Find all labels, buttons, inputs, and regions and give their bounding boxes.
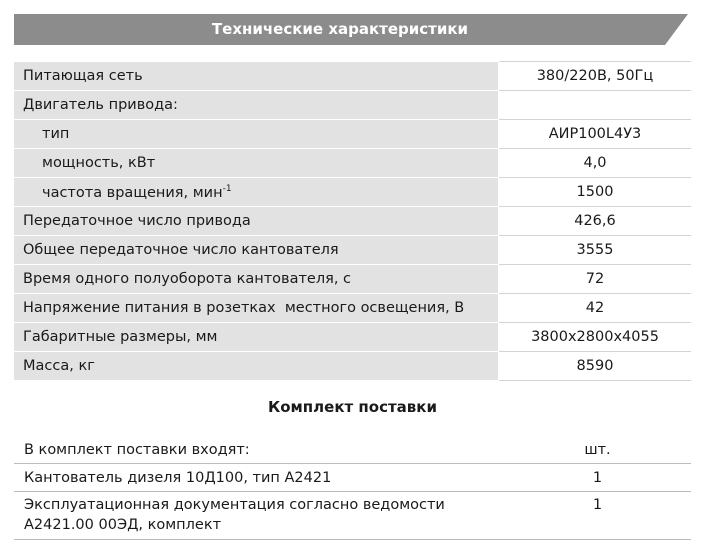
spec-value: 8590 bbox=[499, 352, 692, 381]
spec-value: 380/220В, 50Гц bbox=[499, 62, 692, 91]
section-title: Технические характеристики bbox=[211, 20, 469, 38]
spec-value: 1500 bbox=[499, 178, 692, 207]
spec-label: Двигатель привода: bbox=[14, 91, 499, 120]
spec-label: Передаточное число привода bbox=[14, 207, 499, 236]
kit-section-title: Комплект поставки bbox=[267, 398, 437, 416]
spec-label: Габаритные размеры, мм bbox=[14, 323, 499, 352]
kit-header-qty: шт. bbox=[504, 435, 691, 463]
spec-value: 3800х2800х4055 bbox=[499, 323, 692, 352]
spec-value: 426,6 bbox=[499, 207, 692, 236]
table-row bbox=[14, 91, 691, 120]
unit-exponent: -1 bbox=[222, 183, 232, 194]
table-row bbox=[14, 491, 691, 539]
kit-header-label: В комплект поставки входят: bbox=[14, 435, 504, 463]
spec-label-text: частота вращения, мин bbox=[42, 184, 223, 201]
table-row bbox=[14, 323, 691, 352]
table-row bbox=[14, 178, 691, 207]
specifications-table bbox=[14, 61, 691, 381]
spec-label: тип bbox=[14, 120, 499, 149]
kit-item-qty: 1 bbox=[504, 491, 691, 539]
spec-label: Масса, кг bbox=[14, 352, 499, 381]
delivery-kit-table bbox=[14, 435, 691, 540]
table-row bbox=[14, 120, 691, 149]
table-row bbox=[14, 265, 691, 294]
spec-label: Время одного полуоборота кантователя, с bbox=[14, 265, 499, 294]
spec-label: Питающая сеть bbox=[14, 62, 499, 91]
section-header-banner bbox=[14, 14, 688, 45]
spec-value: 42 bbox=[499, 294, 692, 323]
kit-item-label-line: Эксплуатационная документация согласно ведомости bbox=[24, 496, 445, 513]
spec-label: Напряжение питания в розетках местного освещения, В bbox=[14, 294, 499, 323]
table-row bbox=[14, 352, 691, 381]
kit-item-label: Кантователь дизеля 10Д100, тип А2421 bbox=[14, 463, 504, 491]
table-row bbox=[14, 149, 691, 178]
spec-label: Общее передаточное число кантователя bbox=[14, 236, 499, 265]
table-row bbox=[14, 463, 691, 491]
kit-item-label-line: А2421.00 00ЭД, комплект bbox=[24, 516, 222, 533]
table-header-row bbox=[14, 435, 691, 463]
spec-value: АИР100L4У3 bbox=[499, 120, 692, 149]
table-row bbox=[14, 294, 691, 323]
spec-label bbox=[14, 178, 499, 207]
table-row bbox=[14, 62, 691, 91]
spec-value bbox=[499, 91, 692, 120]
table-row bbox=[14, 236, 691, 265]
spec-value: 3555 bbox=[499, 236, 692, 265]
spec-label: мощность, кВт bbox=[14, 149, 499, 178]
spec-value: 4,0 bbox=[499, 149, 692, 178]
kit-item-qty: 1 bbox=[504, 463, 691, 491]
kit-item-label bbox=[14, 491, 504, 539]
spec-value: 72 bbox=[499, 265, 692, 294]
table-row bbox=[14, 207, 691, 236]
